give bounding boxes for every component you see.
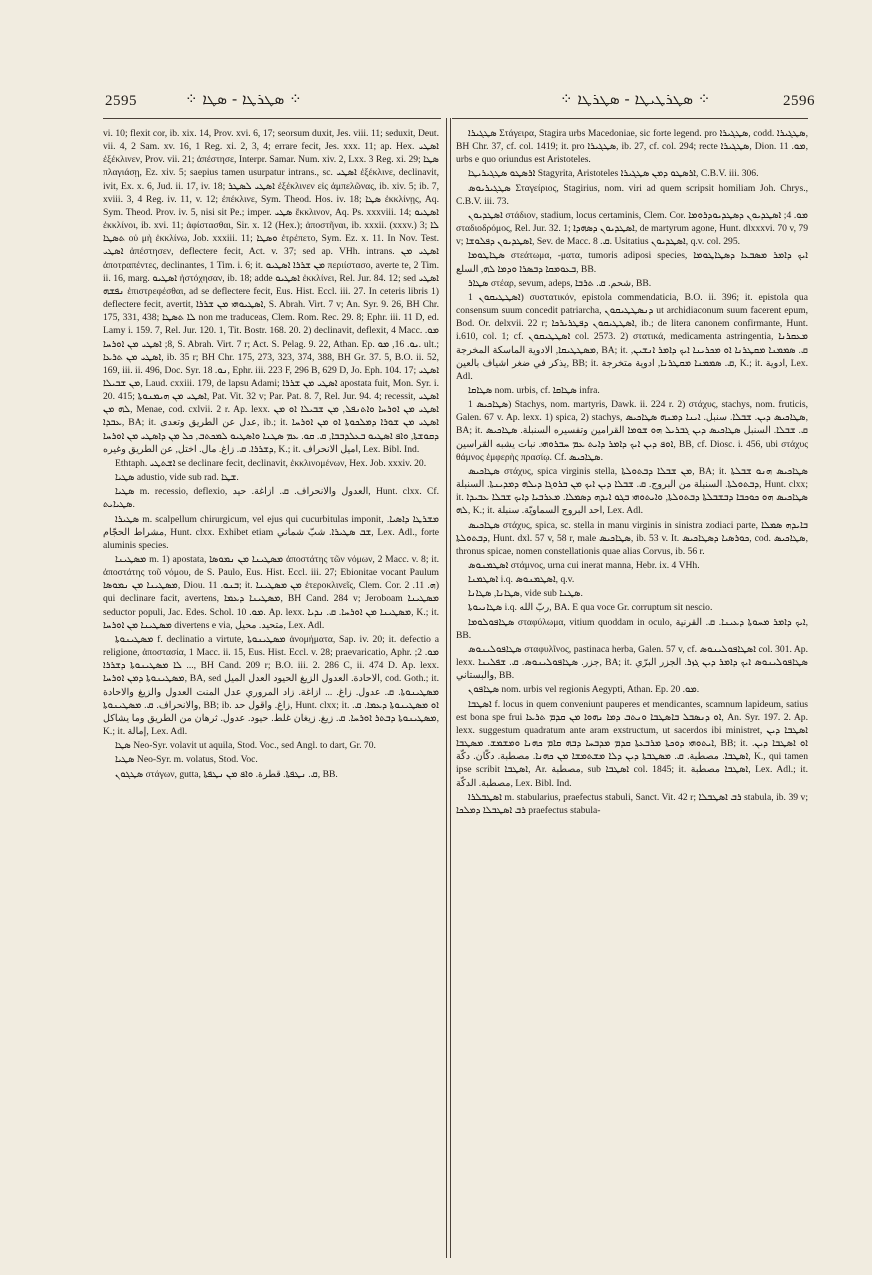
left-column <box>103 127 439 1257</box>
header-rule-left <box>103 118 441 119</box>
dictionary-entry: ܣܛܐ Neo-Syr. volavit ut aquila, Stod. Voc., sed Angl. to dart, Gr. 70. <box>115 740 376 752</box>
column-divider-inner <box>450 118 451 1258</box>
dictionary-entry: ܣܛܐܟܝܣ στάχυς, spica virginis stella, ܡܢ ܫܒܠܐ ܕܒܬܘܠܬܐ, BA; it. ܣܛܐܟܝܣ ܗܢܘ ܫܒܠܬܐ ܕܒܬܘܠܬܐ. السنبلة من البروج. ܩ. ܫܒܠܐ ܕܝܢ ܐܝܟ ܡܢ ܒܪܘܓܐ ܕܝܠܗ ܕܡܕܝܢܬܐ. السنبلة, Hunt. clxx; it. ܣܛܐܟܝܣ ܗܘ ܟܘܟܒܐ ܕܒܫܒܠܬܐ ܕܒܬܘܠܬܐ, ܘܐܝܬܘܗܝ ܒܓܘ ܐܝܕܗ ܕܣܡܠܐ. ܡܥܪܒܝܐ ܕܐܝܟ ܫܒܠܐ ܥܒܝܕܐ ܠܗ, K.; it. احد البروج السماويّة. سنبلة, Lex. Adl. <box>456 465 808 517</box>
dictionary-entry: ܣܛܐܢܐ, ܣܛܐܢܐ, vide sub ܣܛܢܐ. <box>468 588 583 600</box>
left-page-number: 2595 <box>105 93 137 109</box>
dictionary-entry: ܡܣܛܝܢܘܬܐ f. declinatio a virtute, ܡܣܛܝܢܘܬܐ ἁνομήματα, Sap. iv. 20; it. defectio a religione, ἀποστασία, 1 Macc. ii. 15, Eus. Hist. Eccl. v. 28; praevaricatio, Aphr. ܡܘ. 2; ... ܠܐ ܡܣܛܝܢܘܬܐ ܕܫܪܪܐ, BH Cand. 209 r; B.O. iii. 2. 286 C, ii. 474 D. Ap. lexx. ܡܣܛܝܢܘܬܐ ܕܡܢ ܐܘܪܚܐ, BA, sed الاحادة. العدول الزيغ الحيود العدل الميل, cod. Goth.; it. ܡܣܛܝܢܘܬܐ. ܩ. عدول. زاغ. ... ازاغة. زاد المروري عدل المنت العدول والزيغ والاحادة والانحراف. ܩ. ܡܣܛܝܢܘܬܐ, BB; ib. زاغ. واقول حد, Hunt. clxx; it. ܐܘ ܡܣܛܝܢܘܬܐ ܕܥܡܐ. ܩ. ܡܣܛܝܢܘܬܐ ܕܒܬܪ ܐܘܪܚܐ. ܩ. زيغ. زيغان غلط. حيود. عدول. ثرهان من الطريق وما يشاكل, K.; it. إمالة, Lex. Adl. <box>103 633 439 738</box>
dictionary-entry: ܣܛܐܦܘܠܝܢܘܣ σταφυλῖνος, pastinaca herba, Galen. 57 v, cf. ܐܣܛܐܦܘܠܝܢܘܣ col. 301. Ap. lexx. جزر. ܣܛܐܦܘܠܝܢܘܣ. ܩ. ܫܦܠܝܢܐ, BA; it. ܣܛܐܦܘܠܝܢܘܣ ܐܝܟ ܕܐܡܪ ܕܝܢ ܓܙܪ. الجزر البرّي والبستاني, BB. <box>456 643 808 682</box>
dictionary-entry: Ethtaph. ܐܫܬܛܝ se declinare fecit, declinavit, ἐκκλινομένων, Hex. Job. xxxiv. 20. <box>115 457 427 469</box>
right-column <box>456 127 808 1257</box>
dictionary-entry: ܣܛܐܟܝܣ στάχυς, spica, sc. stella in manu virginis in sinistra zodiaci parte, ܒܐܝܕܗ ܣܡܠܐ ܕܒܬܘܠܬܐ, Hunt. dxl. 57 v, 58 r, male ܣܛܐܟܝܣ, ib. 53 v. It. ܟܘܪܣܝܐ ܕܣܛܐܟܝܣ, cod. ܣܛܐܟܝܣ, thronus spicae, nomen constellationis quae alias Corvus, ib. 56 r. <box>456 519 808 557</box>
dictionary-entry: ܐܣܛܡܢܐ i.q. ܐܣܛܡܢܘܣ, q.v. <box>468 574 575 586</box>
dictionary-entry: ܐܣܛܒܠܪܐ m. stabularius, praefectus stabuli, Sanct. Vit. 42 r; ܪܒ ܐܣܛܒܠܐ stabula, ib. 39 v; ܪܒ ܐܣܛܒܠܐ ܕܡܠܟܐ praefectus stabula- <box>456 791 808 816</box>
dictionary-entry: ܐܣܛܕܝܘܢ στάδιον, stadium, locus certaminis, Clem. Cor. ܡܘ. 4; ܐܣܛܕܝܘܢ ܕܣܛܕܝܘܕܪܘܡܐ σταδιοδρόμος, Rel. Jur. 32. 1; ܐܣܛܕܝܘܢ ܕܣܗܕܐ, de martyrum agone, Hunt. dlxxxvi. 70 v, 79 v; ܐܣܛܕܝܘܢ ܕܦܠܘܫܐ, Sev. de Macc. ܩ. 8. Usitatius ܐܣܛܕܝܘܢ, q.v. col. 295. <box>456 209 808 248</box>
dictionary-entry: ܐܣܛܒܐ f. locus in quem conveniunt pauperes et mendicantes, scamnum lapideum, satius est bona spe frui ܐܘ ܕܢܣܒܠ ܒܐܣܛܒܐ ܘܢܬܒ ܕܡܐ ܢܗܘܐ ܡܢ ܩܕܡ ܬܪܥܐ, An. Syr. 197. 2. Ap. lexx. suggestum quadratum ante aram exstructum, ut sacerdos ibi ministret, ܐܣܛܒܐ ܕܝܢ ܐܝܬܘܗܝ ܕܘܟܬܐ ܡܪܒܥܬܐ ܩܕܡ ܡܕܒܚܐ ܕܒܗ ܩܐܡ ܟܗܢܐ ܘܡܫܡܫ. ܡܣܛܒܐ, BB; it. ܐܘ ܐܣܛܒܐ ܕܝܢ. ܐܣܛܒܐ. مصطبة. ܩ. ܡܣܛܒܬܐ ܕܝܢ ܕܠܐ ܡܫܬܡܫܐ ܡܢ ܟܗܢܐ. مصطبة. دكّان. دكّة, K., qui tamen ipse scribit ܐܣܛܒܐ, Ar. مصطبة, sub ܐܣܛܒܐ col. 1845; it. ܐܣܛܒܐ مصطبة, Lex. Adl.; it. مصطبة. الدكّة, Lex. Bibl. Ind. <box>456 698 808 789</box>
right-page-number: 2596 <box>783 93 815 109</box>
dictionary-entry: ܣܛܝܐ m. recessio, deflexio, العدول والانحراف. ܩ. ازاغة. حيد, Hunt. clxx. Cf. ܣܛܝܐܝܬ. <box>103 486 439 511</box>
dictionary-entry: ܐܪܣܛܘ ܣܛܓܝܪܝܛܐ Stagyrita, Aristoteles ܐܪܣܛܘ ܕܡܢ ܣܛܓܝܪܐ, C.B.V. iii. 306. <box>468 168 759 180</box>
dictionary-entry: ܣܛܓܝܪܝܘܣ Σταγείριος, Stagirius, nom. viri ad quem scripsit homiliam Joh. Chrys., C.B.V. iii. 73. <box>456 182 808 207</box>
page-header <box>0 0 872 120</box>
left-running-title: ⁘ ܣܛܪܛܐ - ܣܛܐ ⁘ <box>185 90 302 108</box>
dictionary-entry: ܣܛܐܪ στέαρ, sevum, adeps, شحم. ܩ. ܬܪܒܐ, BB. <box>468 277 652 289</box>
dictionary-entry: ܣܛܝܪܐ m. scalpellum chirurgicum, vel ejus qui cucurbitulas imponit, ܡܫܪܛܐ ܕܐܣܝܐ. مشراط الحجّام, Hunt. clxx. Exhibet etiam ܫܒ ܣܛܝܪܐ. شبّ شماني, Lex. Adl., forte aluminis species. <box>103 513 439 551</box>
right-running-title: ⁘ ܣܛܪܛܝܛܐ - ܣܛܪܛܐ ⁘ <box>560 90 711 108</box>
dictionary-entry: ܣܛܓܘܢ στάγων, gutta, ܩ. ܢܛܦܬܐ. قطرة. ܘܐܦ ܡܢ ܢܛܦܬܐ, BB. <box>115 768 338 780</box>
column-divider <box>446 118 447 1258</box>
dictionary-entry: ܣܛܐܟܝܣ 1) Stachys, nom. martyris, Dawk. ii. 224 r. 2) στάχυς, stachys, nom. fruticis, Galen. 67 v. Ap. lexx. 1) spica, 2) stachys, ܣܛܐܟܝܣ ܕܝܢ. ܫܒܠܐ. سنبل. ܐܝܢܐ ܕܡܢܗ ܣܛܐܟܝܣ, BA; it. ܩ. ܫܒܠܐ. السنبل ܣܛܐܟܝܣ ܕܝܢ ܓܒܪܝܠ ܗܘ ܫܘܡܐ القرامين وتفسيره السنبلة. ܣܛܐܟܝܣ ܐܘܦ ܕܝܢ ܐܝܟ ܕܐܡܪ ܕܐܝܬ ܥܡ ܚܒܪܘܗܝ. نبات يشبه القراسين, BB, cf. Diosc. i. 456, ubi στάχυς θάμνος ἐμφερὴς πρασίῳ. Cf. ܣܛܐܟܝܣ. <box>456 399 808 463</box>
dictionary-entry: ܣܛܐܩܐ nom. urbis, cf. ܣܛܐܩܐ infra. <box>468 384 600 396</box>
dictionary-entry: ܣܛܐܦܘܠܘܡܐ σταφύλωμα, vitium quoddam in oculo, ܐܝܟ ܕܐܡܪ ܡܚܘܬܐ ܕܥܝܢܐ. ܩ. القرنية, BB. <box>456 616 808 641</box>
dictionary-entry: ܣܛܐܛܘܡܐ στεάτωμα, -ματα, tumoris adiposi species, ܐܝܟ ܕܐܡܪ ܡܣܒܥܐ ܕܣܛܐܛܘܡܐ ܒܥܘܡܩܐ ܕܒܣܪܐ ܘܕܡܐ ܠܗ, السلع, BB. <box>456 250 808 275</box>
dictionary-entry: ܡܣܛܝܢܐ m. 1) apostata, ܡܣܛܝܢܐ ܡܢ ܢܡܘܣܐ ἀποστάτης τῶν νόμων, 2 Macc. v. 8; it. ἀποστάτης τοῦ νόμου, de S. Paulo, Eus. Hist. Eccl. iii. 27; Ebionitae vocant Paulum ܡܣܛܝܢܐ ܡܢ ܢܡܘܣܐ, Diou. ܒܢܘ. 11; it. ܡܢ ܡܣܛܝܢܐ ἑτεροκλινεῖς, Clem. Cor. ܗ. 11. 2) qui declinare facit, avertens, ܡܣܛܝܢܐ ܕܥܡܐ, BH Cand. 284 v; Jeroboam ܡܣܛܝܢܐ seductor populi, Jac. Edes. Schol. ܡܘ. 10. Ap. lexx. ܡܣܛܝܢܐ ܡܢ ܐܘܪܚܐ. ܩ. ܢܕܝܐ, K.; it. ܡܣܛܝܢܐ ܡܢ ܐܘܪܚܐ divertens e via, متحيد. محيل, Lex. Adl. <box>103 554 439 631</box>
dictionary-entry: ܣܛܝܐ adustio, vide sub rad. ܫܛܐ. <box>115 472 239 484</box>
dictionary-entry: vi. 10; flexit cor, ib. xix. 14, Prov. xvi. 6, 17; seorsum duxit, Jes. viii. 11; seduxit, Deut. vii. 4, 2 Sam. xv. 16, 1 Reg. xi. 2, 3, 4; errare fecit, Jes. xxx. 11; ap. Hex. ܐܣܛܝ ἐξέκλινεν, Prov. vii. 21; ἀπέστησε, Interpr. Samar. Num. xiv. 2, Lxx. 3 Reg. xi. 29; ܣܛܐ πλαγιάσῃ, Ez. xiv. 5; saepius tamen usurpatur intrans., sc. ܐܣܛܝ ἐξέκλινε, declinavit, ivit, Ex. x. 6, Jud. ii. 17, iv. 18; ܐܣܛܝ ܠܣܛܪ ἐξέκλινεν εἰς ἀμπελῶνας, ib. xiv. 5; ib. 7, xviii. 3, 4 Reg. iv. 11, v. 12; ἐπέκλινε, Sym. Theod. Hos. iv. 18; ܣܛܐ ἐκκλίνῃς, Aq. Sym. Theod. Prov. iv. 5, nisi sit Pe.; imper. ܣܛܝ ἔκκλινον, Aq. Ps. xxxviii. 14; ܐܣܛܝܘ ἐκκλίνοι, ib. xvi. 11; ἀφίστασθαι, Sir. x. 12 (Hex.); ἀποστῆναι, ib. xxxii. (xxxv.) 3; ܠܐ ܬܣܛܐ οὐ μὴ ἐκκλίνω, Job. xxxiii. 11; ܘܣܛܐ ἐτρέπετο, Sym. Ez. x. 11. In Nov. Test. ܐܣܛܝ ἀπέστησεν, deflectere fecit, Act. v. 37; sed ap. VHh. intrans. ܐܣܛܝ ܡܢ ἀποτραπέντες, declinantes, 1 Tim. i. 6; it. ܡܢ ܫܪܪܐ ܐܣܛܝܘ περιίστασο, averte te, 2 Tim. ii. 16, marg. ܐܣܛܝܘ ἠστόχησαν, ib. 18; adde ܐܣܛܝܘ ἐκκλίνει, Rel. Jur. 84. 12; sed ܐܣܛܝ ܢܦܫܗ ἐπιστρεφέσθαι, ad se deflectere fecit, Eus. Hist. Eccl. iii. 27. In ceteris libris 1) deflectere fecit, avertit, ܐܣܛܝܘܗܝ ܡܢ ܫܪܪܐ, S. Abrah. Virt. 7 v; An. Syr. 9. 26, BH Chr. 175, 331, 438; ܠܐ ܬܣܛܐ non me traduceas, Clem. Rom. Rec. 29. 8; Ephr. iii. 11 D, ed. Lamy i. 159. 7, Rel. Jur. 120. 1, Tit. Bostr. 168. 20. 2) declinavit, deflexit, 4 Macc. ܡܘ. 8; ܐܣܛܝ ܡܢ ܐܘܪܚܐ, S. Abrah. Virt. 7 r; Act. S. Pelag. 9. 22, Athan. Ep. ܝܘ. 16, ܡܘ. ult.; ܐܣܛܝ ܡܢ ܬܪܥܐ, ib. 35 r; BH Chr. 175, 273, 323, 374, 388, BH Gr. 37. 5, B.O. ii. 52, 169, iii. ii. 496, Doc. Syr. ܢܘ. 18, Ephr. iii. 223 F, 296 B, 629 D, Jo. Eph. 104. 17; ܐܣܛܝ ܡܢ ܫܒܝܠܐ, Laud. cxxiii. 179, de lapsu Adami; ܐܣܛܝ ܡܢ ܫܪܪܐ apostata fuit, Mon. Syr. i. 20. 415; ܐܣܛܝ ܡܢ ܗܝܡܢܘܬܐ, Pat. Vit. 32 v; Par. Pat. 8. 7, Rel. Jur. 94. 4; recessit, ܐܣܛܝ ܠܗ ܡܢ, Menae, cod. cxlvii. 2 r. Ap. lexx. ܐܣܛܝ ܡܢ ܐܘܪܚܐ ܘܐܬܢܦܠ, ܡܢ ܫܒܝܠܐ ܐܘ ܡܢ ܥܒܕܐ, BA; it. عدل عن الطريق وتعدى, ib.; it. ܐܣܛܝ ܡܢ ܫܘܪܐ ܕܡܠܟܘܬܐ ܐܘ ܡܢ ܐܘܪܚܐ ܕܩܘܫܬܐ, ܘܐܦ ܐܣܛܝܘ ܒܥܠܕܒܒܐ, ܩ. ܩܘ. ܥܡ ܣܛܢܐ ܘܐܣܛܝܘ ܠܡܟܬܒ, ܟܠ ܡܢ ܕܐܣܛܝ ܡܢ ܐܘܪܚܐ ܕܫܪܪܐ. ܩ. زاغ. مال. اختل, عن الطريق وغيره, K.; it. اميل الانحراف, Lex. Bibl. Ind. <box>103 128 439 455</box>
dictionary-entry: ܣܛܝܐ Neo-Syr. m. volatus, Stod. Voc. <box>115 754 258 766</box>
dictionary-entry: ܐܣܛܛܝܩܘܢ 1) συστατικόν, epistola commendaticia, B.O. ii. 396; it. epistola qua consensum suum concedit patriarcha, ܕܢܣܛܛܝܩܘܢ ut archidiaconum suum facerent epum, Bod. Or. delxvii. 22 r; ܐܣܛܛܝܩܘܢ ܕܦܛܪܝܪܟܐ, ib.; de litera canonem confirmante, Hunt. i.610, col. 1; cf. ܐܣܛܛܝܩܘܢ col. 2573. 2) στατικά, medicamenta astringentia, ܡܥܩܪܢܐ ܡܣܛܛܝܩܐ, الادوية الماسكة المخرجة, BA; it. ܩ. ܣܡܡܢܐ ܡܩܛܪܢܐ ܐܘ ܡܟܪܝܢܐ ܐܝܟ ܕܐܡܪ ܐܢܫܝܢ, يذكر في ضغر اشياف بالعين, BB; it. ܩ. ܣܡܡܢܐ ܡܩܛܪܢܐ, ادوية متخرجة, K.; it. ادوية, Lex. Adl. <box>456 291 808 382</box>
dictionary-entry: ܐܣܛܡܢܘܣ στάμνος, urna cui inerat manna, Hebr. ix. 4 VHh. <box>468 560 700 571</box>
dictionary-entry: ܣܛܐܢܝܘܬܐ i.q. ربّ الله, BA. E qua voce Gr. corruptum sit nescio. <box>468 602 713 614</box>
dictionary-entry: ܣܛܐܦܘܢ nom. urbis vel regionis Aegypti, Athan. Ep. ܡܘ. 20. <box>468 684 700 696</box>
dictionary-entry: ܣܛܓܝܪܐ Στάγειρα, Stagira urbs Macedoniae, sic forte legend. pro ܣܛܓܝܪܐ, codd. ܣܛܓܝܪܐ, BH Chr. 37, cf. col. 1419; it. pro ܣܛܓܝܪܐ, ib. 27, cf. col. 294; recte ܣܛܓܝܪܐ, Dion. ܡܘ. 11, urbs e quo oriundus est Aristoteles. <box>456 128 808 166</box>
header-rule-right <box>452 118 808 119</box>
